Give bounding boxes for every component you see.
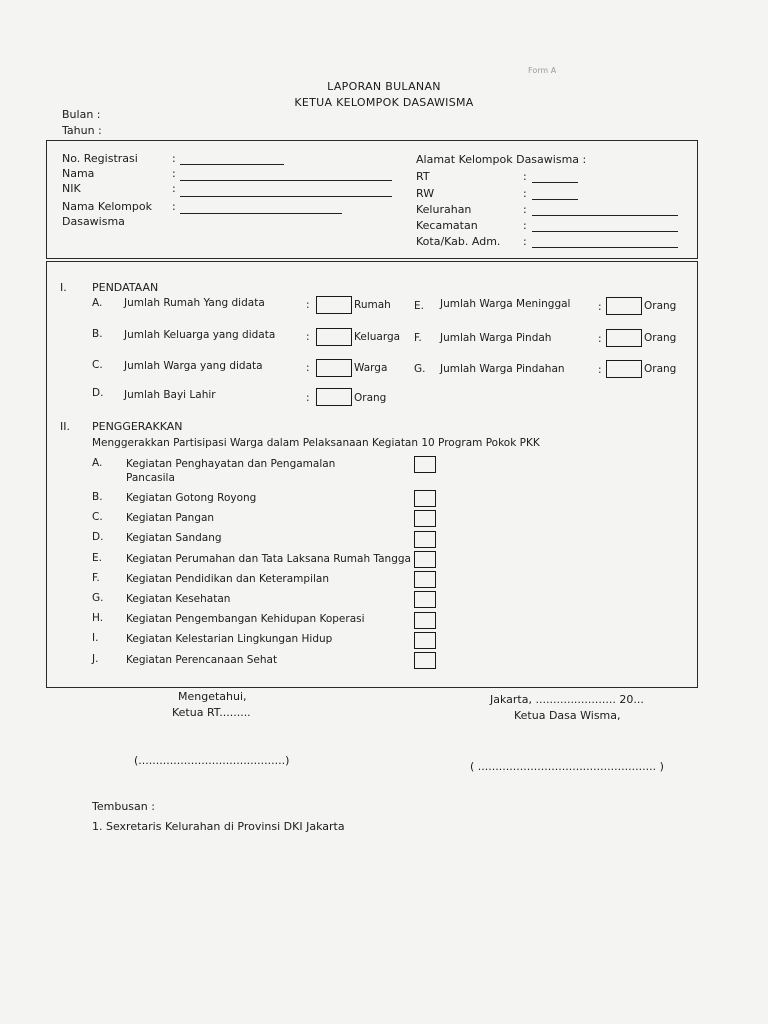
activity-checkbox-j[interactable] — [414, 652, 436, 669]
unit-label: Orang — [644, 300, 677, 312]
mengetahui-label: Mengetahui, — [178, 690, 247, 703]
registrasi-field[interactable] — [180, 164, 284, 165]
pindahan-count-box[interactable] — [606, 360, 642, 378]
activity-letter: C. — [92, 511, 103, 523]
bulan-label: Bulan : — [62, 108, 101, 121]
activity-label: Kegiatan Sandang — [126, 532, 222, 544]
item-colon: : — [306, 392, 310, 404]
section2-number: II. — [60, 420, 70, 433]
section2-subtitle: Menggerakkan Partisipasi Warga dalam Pelaksanaan Kegiatan 10 Program Pokok PKK — [92, 437, 540, 449]
identity-colon: : — [523, 170, 527, 183]
item-colon: : — [598, 333, 602, 345]
identity-label-kelurahan: Kelurahan — [416, 203, 472, 216]
identity-colon: : — [172, 182, 176, 195]
activity-label-cont: Pancasila — [126, 472, 175, 484]
identity-colon: : — [172, 167, 176, 180]
identity-label-dasawisma: Dasawisma — [62, 215, 125, 228]
item-label: Jumlah Bayi Lahir — [124, 389, 216, 401]
activity-letter: D. — [92, 531, 104, 543]
item-letter: F. — [414, 332, 422, 344]
activity-letter: E. — [92, 552, 102, 564]
activity-checkbox-f[interactable] — [414, 571, 436, 588]
identity-label-rt: RT — [416, 170, 430, 183]
item-label: Jumlah Warga Pindahan — [440, 363, 565, 375]
nik-field[interactable] — [180, 196, 392, 197]
item-label: Jumlah Rumah Yang didata — [124, 297, 265, 309]
ketua-rt-label: Ketua RT......... — [172, 706, 251, 719]
activity-label: Kegiatan Penghayatan dan Pengamalan — [126, 458, 336, 470]
activity-letter: G. — [92, 592, 104, 604]
item-letter: C. — [92, 359, 103, 371]
ketua-dasawisma-label: Ketua Dasa Wisma, — [514, 709, 621, 722]
activity-checkbox-i[interactable] — [414, 632, 436, 649]
section1-title: PENDATAAN — [92, 281, 159, 294]
tembusan-heading: Tembusan : — [92, 800, 155, 813]
unit-label: Rumah — [354, 299, 391, 311]
section2-title: PENGGERAKKAN — [92, 420, 183, 433]
unit-label: Orang — [354, 392, 387, 404]
activity-letter: B. — [92, 491, 103, 503]
warga-count-box[interactable] — [316, 359, 352, 377]
tembusan-item: 1. Sexretaris Kelurahan di Provinsi DKI Jakarta — [92, 820, 345, 833]
kelompok-field[interactable] — [180, 213, 342, 214]
item-letter: G. — [414, 363, 426, 375]
item-label: Jumlah Keluarga yang didata — [124, 329, 276, 341]
item-colon: : — [306, 331, 310, 343]
unit-label: Warga — [354, 362, 388, 374]
item-label: Jumlah Warga Meninggal — [440, 298, 571, 310]
activity-checkbox-e[interactable] — [414, 551, 436, 568]
form-subtitle: KETUA KELOMPOK DASAWISMA — [294, 96, 474, 109]
item-letter: B. — [92, 328, 103, 340]
item-label: Jumlah Warga Pindah — [440, 332, 552, 344]
item-letter: E. — [414, 300, 424, 312]
bayi-count-box[interactable] — [316, 388, 352, 406]
alamat-heading: Alamat Kelompok Dasawisma : — [416, 153, 587, 166]
activity-label: Kegiatan Pendidikan dan Keterampilan — [126, 573, 330, 585]
rw-field[interactable] — [532, 199, 578, 200]
identity-colon: : — [523, 203, 527, 216]
activity-letter: J. — [92, 653, 99, 665]
activity-checkbox-g[interactable] — [414, 591, 436, 608]
activity-label: Kegiatan Gotong Royong — [126, 492, 257, 504]
identity-colon: : — [172, 152, 176, 165]
activity-checkbox-h[interactable] — [414, 612, 436, 629]
nama-field[interactable] — [180, 180, 392, 181]
item-colon: : — [598, 364, 602, 376]
identity-label-rw: RW — [416, 187, 435, 200]
activity-label: Kegiatan Kelestarian Lingkungan Hidup — [126, 633, 333, 645]
identity-label-kota: Kota/Kab. Adm. — [416, 235, 501, 248]
kelurahan-field[interactable] — [532, 215, 678, 216]
rt-field[interactable] — [532, 182, 578, 183]
identity-colon: : — [523, 187, 527, 200]
dasawisma-signature-line[interactable]: ( ................................................... ) — [470, 760, 664, 773]
activity-label: Kegiatan Kesehatan — [126, 593, 231, 605]
identity-label-kecamatan: Kecamatan — [416, 219, 478, 232]
identity-colon: : — [172, 200, 176, 213]
item-label: Jumlah Warga yang didata — [124, 360, 263, 372]
unit-label: Keluarga — [354, 331, 401, 343]
identity-label-registrasi: No. Registrasi — [62, 152, 138, 165]
activity-letter: F. — [92, 572, 100, 584]
identity-label-kelompok: Nama Kelompok — [62, 200, 152, 213]
place-date-label: Jakarta, ....................... 20... — [490, 693, 644, 706]
meninggal-count-box[interactable] — [606, 297, 642, 315]
activity-checkbox-b[interactable] — [414, 490, 436, 507]
activity-label: Kegiatan Pangan — [126, 512, 215, 524]
corner-mark: Form A — [528, 66, 557, 75]
item-letter: A. — [92, 297, 103, 309]
activity-label: Kegiatan Perencanaan Sehat — [126, 654, 278, 666]
unit-label: Orang — [644, 332, 677, 344]
form-title: LAPORAN BULANAN — [327, 80, 441, 93]
activity-letter: I. — [92, 632, 99, 644]
keluarga-count-box[interactable] — [316, 328, 352, 346]
identity-colon: : — [523, 219, 527, 232]
rt-signature-line[interactable]: (..........................................) — [134, 754, 290, 767]
unit-label: Orang — [644, 363, 677, 375]
activity-label: Kegiatan Perumahan dan Tata Laksana Rumah Tangga — [126, 553, 411, 565]
section1-number: I. — [60, 281, 67, 294]
activity-checkbox-d[interactable] — [414, 531, 436, 548]
activity-checkbox-c[interactable] — [414, 510, 436, 527]
kota-field[interactable] — [532, 247, 678, 248]
pindah-count-box[interactable] — [606, 329, 642, 347]
identity-label-nama: Nama — [62, 167, 95, 180]
identity-label-nik: NIK — [62, 182, 81, 195]
kecamatan-field[interactable] — [532, 231, 678, 232]
activity-letter: H. — [92, 612, 104, 624]
item-letter: D. — [92, 387, 104, 399]
activity-checkbox-a[interactable] — [414, 456, 436, 473]
activity-letter: A. — [92, 457, 103, 469]
identity-colon: : — [523, 235, 527, 248]
rumah-count-box[interactable] — [316, 296, 352, 314]
item-colon: : — [306, 299, 310, 311]
item-colon: : — [306, 362, 310, 374]
tahun-label: Tahun : — [62, 124, 102, 137]
item-colon: : — [598, 301, 602, 313]
activity-label: Kegiatan Pengembangan Kehidupan Koperasi — [126, 613, 365, 625]
